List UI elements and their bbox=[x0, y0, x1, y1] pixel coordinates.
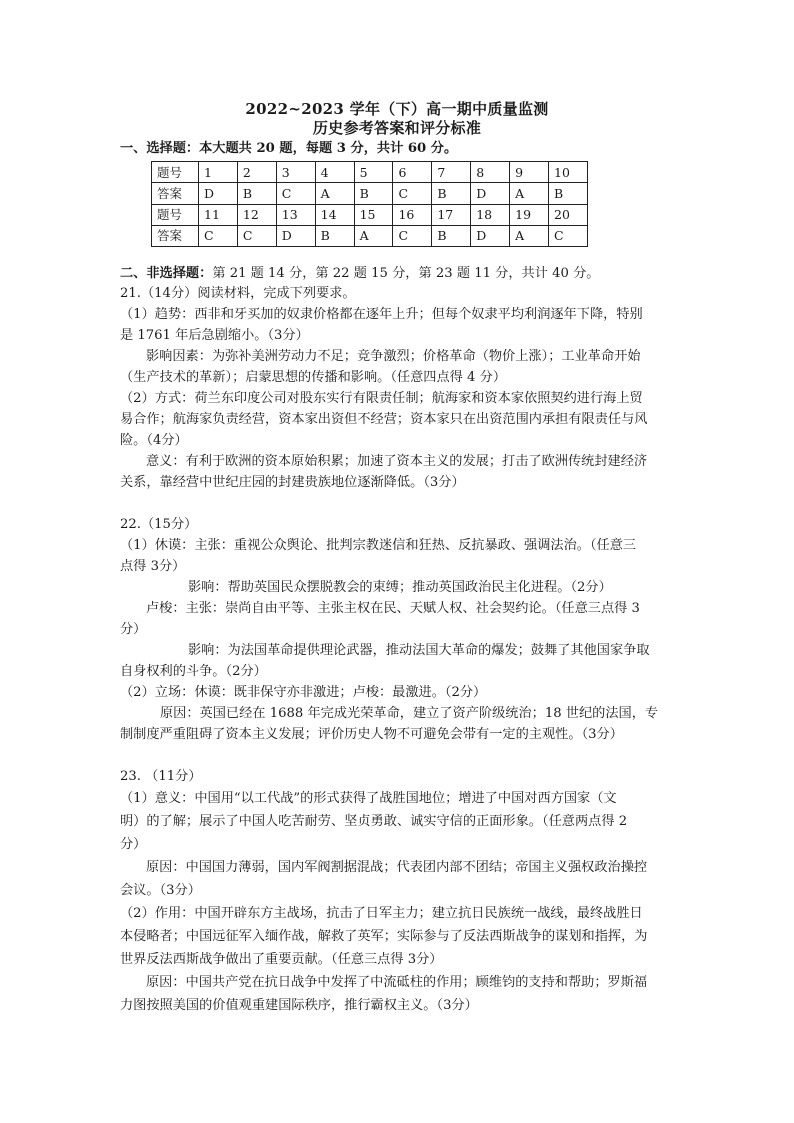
table-cell: D bbox=[276, 225, 315, 246]
table-row-question-1 bbox=[152, 162, 588, 183]
answer-line: 力图按照美国的价值观重建国际秩序，推行霸权主义。（3分） bbox=[120, 998, 478, 1013]
answer-line: 易合作；航海家负责经营，资本家出资但不经营；资本家只在出资范围内承担有限责任与风 bbox=[120, 412, 648, 427]
table-cell: 3 bbox=[276, 162, 315, 183]
table-row-question-2 bbox=[152, 204, 588, 225]
table-cell: 7 bbox=[432, 162, 471, 183]
section2-desc: 第 21 题 14 分，第 22 题 15 分，第 23 题 11 分，共计 40 分。 bbox=[212, 266, 600, 281]
table-cell: C bbox=[393, 183, 432, 204]
answer-line: 原因：中国共产党在抗日战争中发挥了中流砥柱的作用；顾维钧的支持和帮助；罗斯福 bbox=[146, 975, 648, 990]
table-cell: B bbox=[432, 225, 471, 246]
table-row-label: 答案 bbox=[152, 183, 199, 204]
table-cell: 12 bbox=[237, 204, 276, 225]
table-cell: 11 bbox=[199, 204, 238, 225]
table-cell: 10 bbox=[549, 162, 588, 183]
table-cell: D bbox=[471, 183, 510, 204]
table-cell: A bbox=[510, 183, 549, 204]
answer-line: （2）立场：休谟：既非保守亦非激进；卢梭：最激进。（2分） bbox=[120, 685, 487, 700]
section1-heading: 一、选择题： bbox=[120, 141, 200, 156]
table-cell: 17 bbox=[432, 204, 471, 225]
answer-line: 意义：有利于欧洲的资本原始积累；加速了资本主义的发展；打击了欧洲传统封建经济 bbox=[146, 454, 648, 469]
answer-line: 会议。（3分） bbox=[120, 883, 201, 898]
table-cell: C bbox=[199, 225, 238, 246]
table-row-answer-1 bbox=[152, 183, 588, 204]
table-cell: 16 bbox=[393, 204, 432, 225]
table-cell: B bbox=[432, 183, 471, 204]
q21-header: 21.（14分）阅读材料，完成下列要求。 bbox=[120, 286, 356, 301]
section1-desc: 本大题共 20 题，每题 3 分，共计 60 分。 bbox=[199, 141, 458, 156]
section2-heading: 二、非选择题： bbox=[120, 266, 213, 281]
table-cell: 19 bbox=[510, 204, 549, 225]
answer-line: 原因：中国国力薄弱，国内军阀割据混战；代表团内部不团结；帝国主义强权政治操控 bbox=[146, 860, 648, 875]
table-cell: A bbox=[315, 183, 354, 204]
answer-line: （2）作用：中国开辟东方主战场，抗击了日军主力；建立抗日民族统一战线，最终战胜日 bbox=[120, 906, 643, 921]
q23-header: 23. （11分） bbox=[120, 769, 202, 784]
table-row-label: 题号 bbox=[152, 204, 199, 225]
answer-line: 原因：英国已经在 1688 年完成光荣革命，建立了资产阶级统治；18 世纪的法国，专 bbox=[160, 706, 659, 721]
table-cell: 2 bbox=[237, 162, 276, 183]
answer-line: 关系，靠经营中世纪庄园的封建贵族地位逐渐降低。（3分） bbox=[120, 475, 465, 490]
table-cell: 1 bbox=[199, 162, 238, 183]
answer-line: 本侵略者；中国远征军入缅作战，解救了英军；实际参与了反法西斯战争的谋划和指挥，为 bbox=[120, 929, 648, 944]
table-cell: A bbox=[510, 225, 549, 246]
table-cell: B bbox=[354, 183, 393, 204]
answer-line: 明）的了解；展示了中国人吃苦耐劳、坚贞勇敢、诚实守信的正面形象。（任意两点得 2 bbox=[120, 814, 628, 829]
answer-line: 分） bbox=[120, 837, 147, 852]
document-subtitle: 历史参考答案和评分标准 bbox=[312, 119, 482, 137]
answer-line: 影响：帮助英国民众摆脱教会的束缚；推动英国政治民主化进程。（2分） bbox=[188, 580, 612, 595]
answer-line: （1）意义：中国用“以工代战”的形式获得了战胜国地位；增进了中国对西方国家（文 bbox=[120, 791, 617, 806]
q22-header: 22.（15分） bbox=[120, 517, 198, 532]
answer-line: 自身权利的斗争。（2分） bbox=[120, 664, 267, 679]
table-cell: B bbox=[237, 183, 276, 204]
answer-line: 世界反法西斯战争做出了重要贡献。（任意三点得 3分） bbox=[120, 952, 443, 967]
table-cell: C bbox=[276, 183, 315, 204]
table-cell: 4 bbox=[315, 162, 354, 183]
table-row-label: 题号 bbox=[152, 162, 199, 183]
table-cell: 6 bbox=[393, 162, 432, 183]
answer-line: 点得 3分） bbox=[120, 559, 186, 574]
answer-line: 是 1761 年后急剧缩小。（3分） bbox=[120, 328, 309, 343]
table-cell: B bbox=[549, 183, 588, 204]
table-cell: C bbox=[237, 225, 276, 246]
answer-line: 卢梭：主张：崇尚自由平等、主张主权在民、天赋人权、社会契约论。（任意三点得 3 bbox=[146, 601, 640, 616]
table-cell: 18 bbox=[471, 204, 510, 225]
table-cell: 9 bbox=[510, 162, 549, 183]
answer-line: （生产技术的革新）；启蒙思想的传播和影响。（任意四点得 4 分） bbox=[120, 370, 507, 385]
answer-line: （1）趋势：西非和牙买加的奴隶价格都在逐年上升；但每个奴隶平均利润逐年下降，特别 bbox=[120, 307, 643, 322]
table-cell: A bbox=[354, 225, 393, 246]
answer-line: （1）休谟：主张：重视公众舆论、批判宗教迷信和狂热、反抗暴政、强调法治。（任意三 bbox=[120, 538, 637, 553]
table-cell: C bbox=[393, 225, 432, 246]
table-cell: C bbox=[549, 225, 588, 246]
answer-line: 险。（4分） bbox=[120, 433, 188, 448]
answer-line: 影响因素：为弥补美洲劳动力不足；竞争激烈；价格革命（物价上涨）；工业革命开始 bbox=[146, 349, 641, 364]
table-cell: D bbox=[199, 183, 238, 204]
section2-heading-line bbox=[120, 264, 599, 284]
answer-line: （2）方式：荷兰东印度公司对股东实行有限责任制；航海家和资本家依照契约进行海上贸 bbox=[120, 391, 643, 406]
table-cell: 14 bbox=[315, 204, 354, 225]
table-cell: D bbox=[471, 225, 510, 246]
table-cell: 20 bbox=[549, 204, 588, 225]
answer-line: 制制度严重阻碍了资本主义发展；评价历史人物不可避免会带有一定的主观性。（3分） bbox=[120, 727, 623, 742]
table-row-label: 答案 bbox=[152, 225, 199, 246]
table-cell: B bbox=[315, 225, 354, 246]
document-title: 2022~2023 学年（下）高一期中质量监测 bbox=[245, 100, 549, 118]
table-cell: 15 bbox=[354, 204, 393, 225]
table-row-answer-2 bbox=[152, 225, 588, 246]
answer-line: 分） bbox=[120, 622, 147, 637]
table-cell: 13 bbox=[276, 204, 315, 225]
answer-line: 影响：为法国革命提供理论武器，推动法国大革命的爆发；鼓舞了其他国家争取 bbox=[188, 643, 650, 658]
table-cell: 8 bbox=[471, 162, 510, 183]
section1-heading-line bbox=[120, 139, 457, 159]
answer-table bbox=[151, 161, 588, 247]
table-cell: 5 bbox=[354, 162, 393, 183]
